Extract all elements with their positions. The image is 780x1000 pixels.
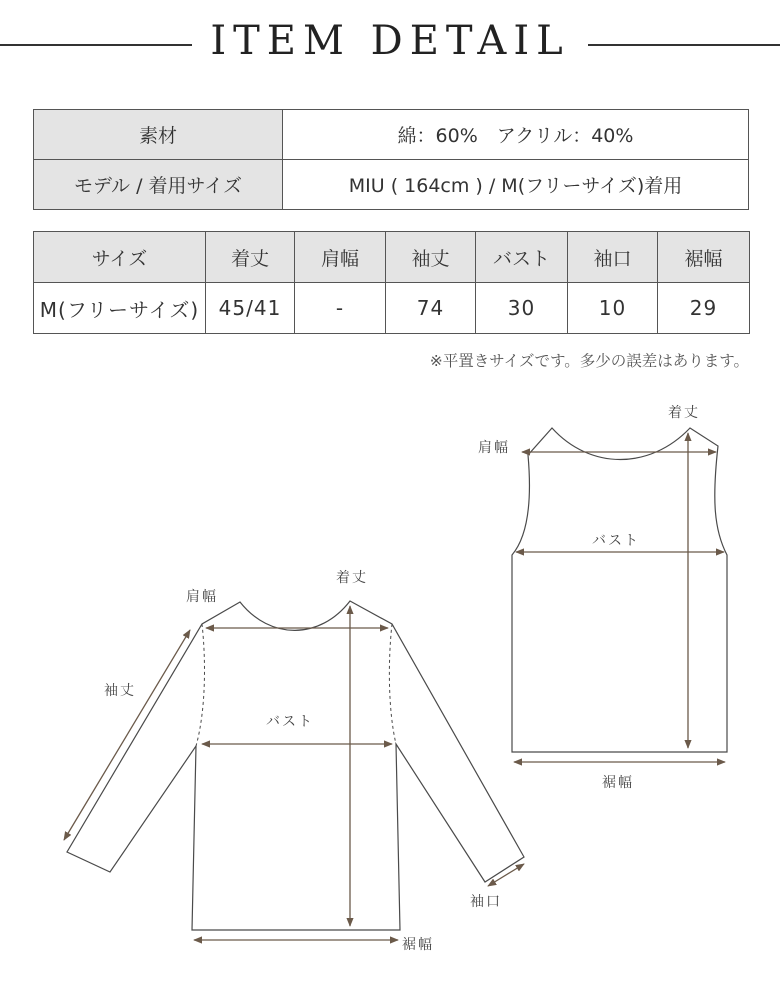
size-header-cuff: 袖口	[568, 232, 658, 283]
longsleeve-diagram	[64, 569, 524, 953]
size-cell-hem: 29	[658, 283, 750, 334]
longsleeve-shoulder-label: 肩幅	[186, 589, 218, 605]
page-title: ITEM DETAIL	[210, 18, 570, 64]
size-header-sleeve: 袖丈	[386, 232, 476, 283]
vest-diagram	[478, 404, 727, 791]
longsleeve-outline	[67, 601, 524, 930]
vest-outline	[512, 428, 727, 752]
size-cell-bust: 30	[476, 283, 568, 334]
longsleeve-cuff-arrow	[488, 864, 524, 886]
vest-hem-label: 裾幅	[602, 775, 634, 791]
size-header-size: サイズ	[34, 232, 206, 283]
longsleeve-bust-label: バスト	[266, 714, 314, 730]
size-cell-shoulder: -	[295, 283, 386, 334]
measurement-note: ※平置きサイズです。多少の誤差はあります。	[429, 352, 749, 370]
longsleeve-length-label: 着丈	[336, 570, 368, 586]
size-cell-sleeve: 74	[386, 283, 476, 334]
longsleeve-sleeve-label: 袖丈	[104, 683, 136, 699]
model-size-label: モデル / 着用サイズ	[34, 160, 283, 210]
size-header-hem: 裾幅	[658, 232, 750, 283]
longsleeve-sleeve-arrow	[64, 630, 190, 840]
size-header-bust: バスト	[476, 232, 568, 283]
model-size-value: MIU ( 164cm ) / M(フリーサイズ)着用	[283, 160, 749, 210]
size-cell-size: M(フリーサイズ)	[34, 283, 206, 334]
vest-shoulder-label: 肩幅	[478, 440, 510, 456]
size-header-shoulder: 肩幅	[295, 232, 386, 283]
size-header-length: 着丈	[206, 232, 295, 283]
material-value: 綿：60% アクリル：40%	[283, 110, 749, 160]
vest-length-label: 着丈	[668, 405, 700, 421]
size-cell-length: 45/41	[206, 283, 295, 334]
longsleeve-seam-left	[196, 624, 204, 746]
longsleeve-hem-label: 裾幅	[402, 937, 434, 953]
size-cell-cuff: 10	[568, 283, 658, 334]
material-label: 素材	[34, 110, 283, 160]
longsleeve-cuff-label: 袖口	[470, 894, 502, 910]
vest-bust-label: バスト	[592, 533, 640, 549]
longsleeve-seam-right	[389, 624, 396, 744]
